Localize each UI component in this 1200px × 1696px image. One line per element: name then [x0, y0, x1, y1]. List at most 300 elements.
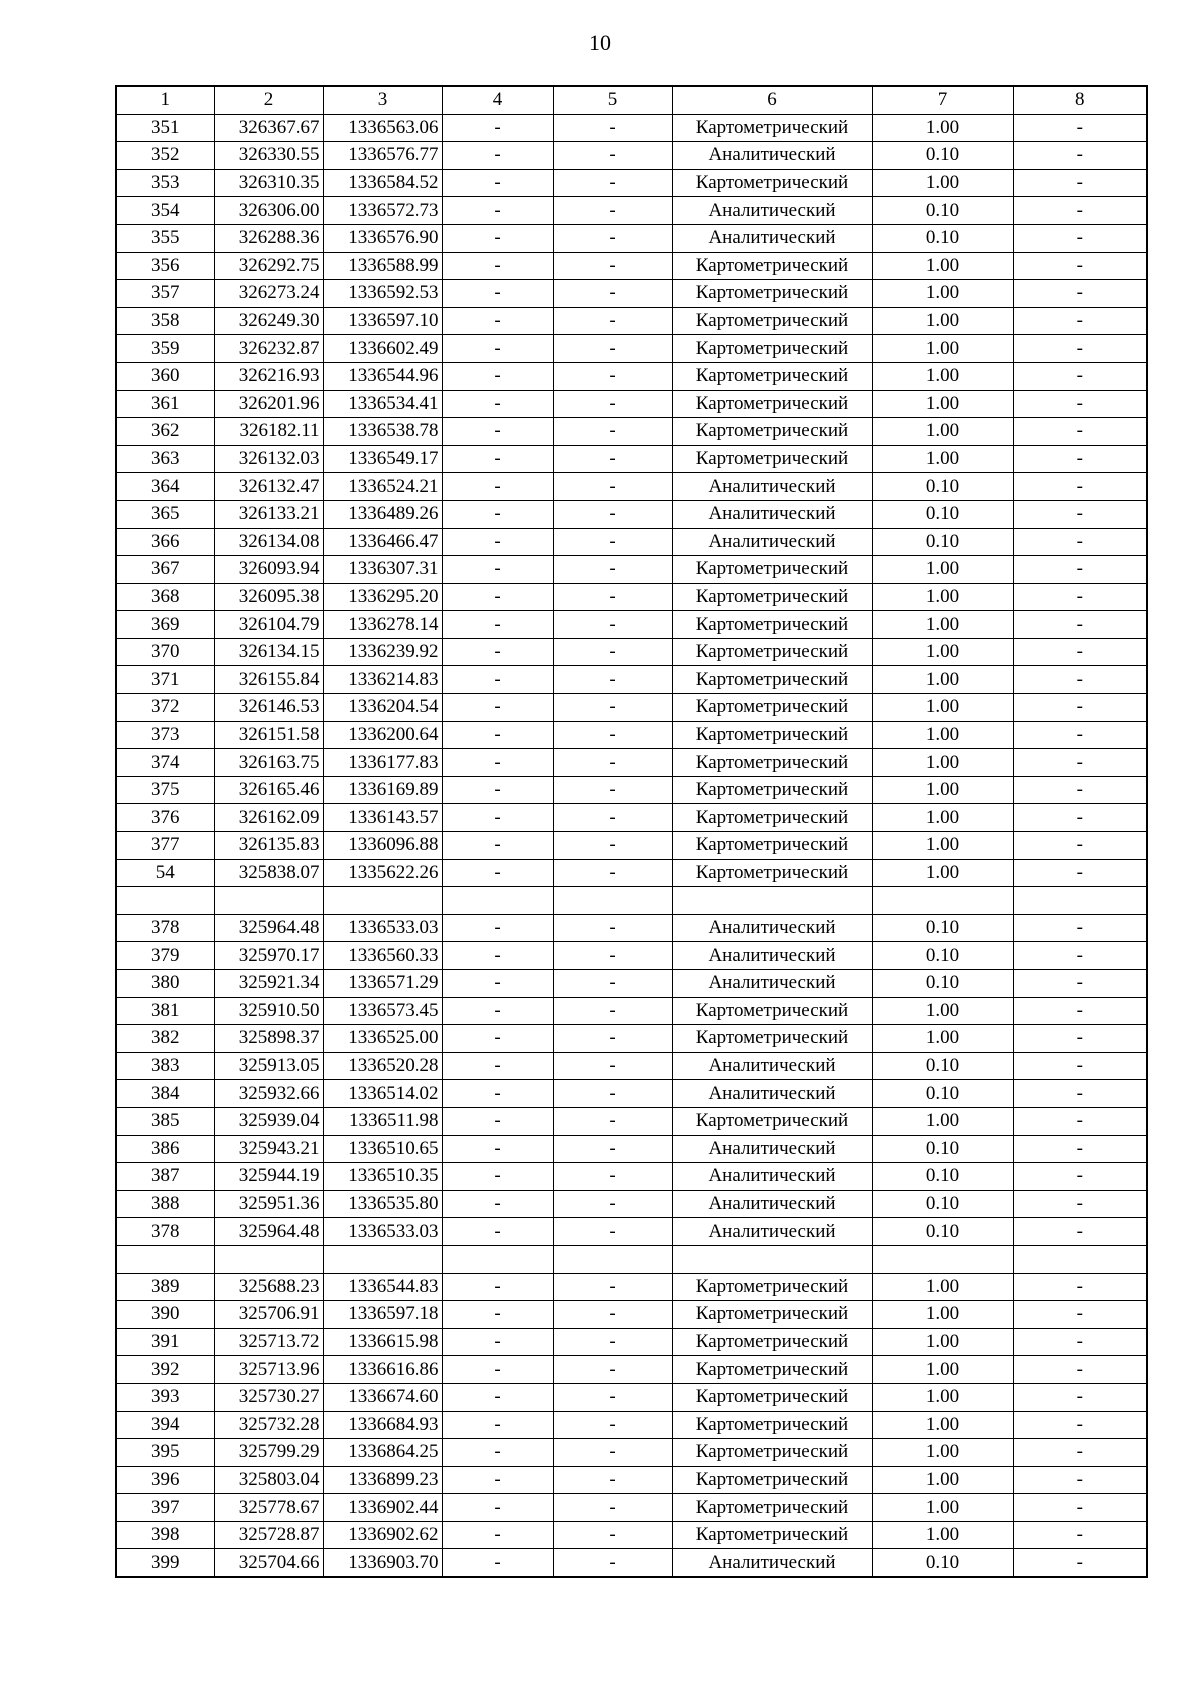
coord-y-cell: 1336549.17 [323, 445, 442, 473]
accuracy-cell: 1.00 [872, 1301, 1013, 1329]
method-cell: Картометрический [672, 997, 872, 1025]
table-row [116, 445, 1147, 473]
table-row [116, 418, 1147, 446]
table-row [116, 1080, 1147, 1108]
header-row [116, 86, 1147, 114]
table-row [116, 1328, 1147, 1356]
col4-cell: - [442, 528, 553, 556]
coord-x-cell: 325964.48 [214, 1218, 323, 1246]
col4-cell: - [442, 1163, 553, 1191]
table-row [116, 694, 1147, 722]
accuracy-cell: 0.10 [872, 914, 1013, 942]
table-row [116, 1025, 1147, 1053]
accuracy-cell: 0.10 [872, 1135, 1013, 1163]
point-number-cell: 353 [116, 169, 214, 197]
col4-cell: - [442, 1328, 553, 1356]
col4-cell: - [442, 224, 553, 252]
point-number-cell: 362 [116, 418, 214, 446]
coord-y-cell: 1336534.41 [323, 390, 442, 418]
table-row [116, 528, 1147, 556]
col8-cell: - [1013, 583, 1147, 611]
accuracy-cell: 1.00 [872, 1411, 1013, 1439]
col8-cell: - [1013, 1025, 1147, 1053]
accuracy-cell: 0.10 [872, 1218, 1013, 1246]
accuracy-cell: 1.00 [872, 749, 1013, 777]
coord-x-cell: 326288.36 [214, 224, 323, 252]
col5-cell: - [553, 556, 672, 584]
accuracy-cell: 1.00 [872, 1383, 1013, 1411]
method-cell: Картометрический [672, 556, 872, 584]
coord-y-cell: 1336902.44 [323, 1494, 442, 1522]
method-cell: Картометрический [672, 445, 872, 473]
col8-cell: - [1013, 721, 1147, 749]
point-number-cell: 365 [116, 500, 214, 528]
coord-x-cell: 326104.79 [214, 611, 323, 639]
table-row [116, 1411, 1147, 1439]
header-cell: 8 [1013, 86, 1147, 114]
col8-cell: - [1013, 1080, 1147, 1108]
coord-x-cell: 326134.15 [214, 638, 323, 666]
col5-cell: - [553, 666, 672, 694]
point-number-cell: 398 [116, 1521, 214, 1549]
col4-cell: - [442, 1466, 553, 1494]
coord-y-cell: 1336510.35 [323, 1163, 442, 1191]
table-row [116, 142, 1147, 170]
point-number-cell: 394 [116, 1411, 214, 1439]
accuracy-cell: 1.00 [872, 1273, 1013, 1301]
col4-cell: - [442, 1411, 553, 1439]
coord-y-cell: 1336615.98 [323, 1328, 442, 1356]
coord-y-cell: 1336588.99 [323, 252, 442, 280]
coord-x-cell: 326151.58 [214, 721, 323, 749]
col4-cell: - [442, 694, 553, 722]
col4-cell: - [442, 169, 553, 197]
coord-y-cell: 1335622.26 [323, 859, 442, 887]
method-cell: Картометрический [672, 1273, 872, 1301]
col8-cell: - [1013, 914, 1147, 942]
point-number-cell: 377 [116, 832, 214, 860]
col5-cell: - [553, 859, 672, 887]
table-row [116, 252, 1147, 280]
table-row [116, 611, 1147, 639]
coord-y-cell: 1336533.03 [323, 1218, 442, 1246]
col4-cell: - [442, 1521, 553, 1549]
accuracy-cell: 0.10 [872, 528, 1013, 556]
coord-y-cell: 1336602.49 [323, 335, 442, 363]
table-row [116, 914, 1147, 942]
table-row [116, 280, 1147, 308]
table-row [116, 1190, 1147, 1218]
accuracy-cell: 1.00 [872, 804, 1013, 832]
coord-y-cell: 1336538.78 [323, 418, 442, 446]
col5-cell: - [553, 1494, 672, 1522]
table-spacer-row [116, 887, 1147, 915]
coord-x-cell: 325910.50 [214, 997, 323, 1025]
col8-cell: - [1013, 473, 1147, 501]
coord-x-cell: 326367.67 [214, 114, 323, 142]
coord-y-cell: 1336597.18 [323, 1301, 442, 1329]
col8-cell: - [1013, 1107, 1147, 1135]
col5-cell: - [553, 1080, 672, 1108]
col5-cell: - [553, 1301, 672, 1329]
accuracy-cell: 1.00 [872, 859, 1013, 887]
method-cell: Картометрический [672, 1025, 872, 1053]
accuracy-cell: 1.00 [872, 721, 1013, 749]
table-row [116, 1135, 1147, 1163]
col5-cell: - [553, 1273, 672, 1301]
method-cell: Картометрический [672, 859, 872, 887]
header-cell: 6 [672, 86, 872, 114]
col5-cell: - [553, 1218, 672, 1246]
table-row [116, 197, 1147, 225]
point-number-cell [116, 1245, 214, 1273]
method-cell: Аналитический [672, 914, 872, 942]
col4-cell: - [442, 1190, 553, 1218]
point-number-cell: 375 [116, 776, 214, 804]
point-number-cell: 376 [116, 804, 214, 832]
col5-cell: - [553, 749, 672, 777]
coord-x-cell: 325970.17 [214, 942, 323, 970]
coord-y-cell: 1336903.70 [323, 1549, 442, 1577]
col4-cell: - [442, 280, 553, 308]
coord-x-cell: 326146.53 [214, 694, 323, 722]
coord-y-cell: 1336902.62 [323, 1521, 442, 1549]
col5-cell: - [553, 942, 672, 970]
method-cell: Аналитический [672, 1549, 872, 1577]
table-row [116, 942, 1147, 970]
method-cell: Картометрический [672, 1439, 872, 1467]
table-row [116, 970, 1147, 998]
coord-y-cell: 1336466.47 [323, 528, 442, 556]
col4-cell: - [442, 749, 553, 777]
method-cell: Картометрический [672, 1521, 872, 1549]
table-row [116, 114, 1147, 142]
col5-cell: - [553, 335, 672, 363]
table-row [116, 390, 1147, 418]
col4-cell: - [442, 997, 553, 1025]
point-number-cell: 363 [116, 445, 214, 473]
table-row [116, 169, 1147, 197]
col4-cell: - [442, 638, 553, 666]
col5-cell: - [553, 970, 672, 998]
point-number-cell: 393 [116, 1383, 214, 1411]
coord-y-cell: 1336571.29 [323, 970, 442, 998]
coord-x-cell: 326216.93 [214, 362, 323, 390]
col5-cell: - [553, 445, 672, 473]
accuracy-cell: 1.00 [872, 1439, 1013, 1467]
col5-cell: - [553, 1107, 672, 1135]
coord-x-cell: 325943.21 [214, 1135, 323, 1163]
col5-cell: - [553, 611, 672, 639]
col4-cell: - [442, 1273, 553, 1301]
method-cell: Аналитический [672, 473, 872, 501]
method-cell: Картометрический [672, 362, 872, 390]
coord-y-cell: 1336524.21 [323, 473, 442, 501]
accuracy-cell: 1.00 [872, 307, 1013, 335]
method-cell: Аналитический [672, 1163, 872, 1191]
method-cell: Картометрический [672, 638, 872, 666]
col8-cell: - [1013, 1439, 1147, 1467]
point-number-cell: 370 [116, 638, 214, 666]
point-number-cell: 378 [116, 914, 214, 942]
coord-y-cell: 1336520.28 [323, 1052, 442, 1080]
accuracy-cell: 1.00 [872, 638, 1013, 666]
coord-y-cell: 1336584.52 [323, 169, 442, 197]
accuracy-cell: 1.00 [872, 390, 1013, 418]
col5-cell: - [553, 1190, 672, 1218]
method-cell: Картометрический [672, 1466, 872, 1494]
coord-y-cell: 1336592.53 [323, 280, 442, 308]
coord-y-cell: 1336535.80 [323, 1190, 442, 1218]
point-number-cell: 355 [116, 224, 214, 252]
coord-x-cell: 325713.96 [214, 1356, 323, 1384]
coord-x-cell: 326093.94 [214, 556, 323, 584]
point-number-cell: 374 [116, 749, 214, 777]
page-number: 10 [589, 30, 611, 55]
point-number-cell: 367 [116, 556, 214, 584]
coord-x-cell: 326134.08 [214, 528, 323, 556]
table-row [116, 1052, 1147, 1080]
coord-y-cell: 1336533.03 [323, 914, 442, 942]
col8-cell: - [1013, 556, 1147, 584]
coord-x-cell: 326330.55 [214, 142, 323, 170]
accuracy-cell: 1.00 [872, 1356, 1013, 1384]
coord-y-cell [323, 887, 442, 915]
method-cell: Аналитический [672, 970, 872, 998]
coord-x-cell: 325838.07 [214, 859, 323, 887]
col5-cell: - [553, 1025, 672, 1053]
accuracy-cell [872, 887, 1013, 915]
header-cell: 4 [442, 86, 553, 114]
col8-cell: - [1013, 280, 1147, 308]
coord-y-cell: 1336544.96 [323, 362, 442, 390]
method-cell: Картометрический [672, 390, 872, 418]
accuracy-cell: 1.00 [872, 362, 1013, 390]
col5-cell: - [553, 252, 672, 280]
col8-cell: - [1013, 611, 1147, 639]
table-row [116, 804, 1147, 832]
coord-x-cell: 326163.75 [214, 749, 323, 777]
point-number-cell: 387 [116, 1163, 214, 1191]
accuracy-cell: 1.00 [872, 169, 1013, 197]
col8-cell: - [1013, 1301, 1147, 1329]
point-number-cell: 352 [116, 142, 214, 170]
accuracy-cell: 1.00 [872, 776, 1013, 804]
col4-cell: - [442, 1494, 553, 1522]
col4-cell: - [442, 1135, 553, 1163]
col5-cell: - [553, 804, 672, 832]
point-number-cell: 385 [116, 1107, 214, 1135]
point-number-cell: 356 [116, 252, 214, 280]
table-row [116, 859, 1147, 887]
col5-cell: - [553, 1052, 672, 1080]
method-cell: Аналитический [672, 197, 872, 225]
accuracy-cell: 0.10 [872, 197, 1013, 225]
coord-x-cell: 326273.24 [214, 280, 323, 308]
col8-cell: - [1013, 1052, 1147, 1080]
accuracy-cell: 1.00 [872, 114, 1013, 142]
coord-x-cell: 325939.04 [214, 1107, 323, 1135]
col4-cell: - [442, 1052, 553, 1080]
coord-y-cell: 1336597.10 [323, 307, 442, 335]
coord-x-cell: 325921.34 [214, 970, 323, 998]
col8-cell: - [1013, 1218, 1147, 1246]
accuracy-cell: 0.10 [872, 1163, 1013, 1191]
point-number-cell: 390 [116, 1301, 214, 1329]
col4-cell: - [442, 500, 553, 528]
col5-cell [553, 887, 672, 915]
coord-x-cell: 326135.83 [214, 832, 323, 860]
col8-cell: - [1013, 307, 1147, 335]
coord-y-cell: 1336239.92 [323, 638, 442, 666]
col5-cell [553, 1245, 672, 1273]
coord-y-cell: 1336525.00 [323, 1025, 442, 1053]
coord-y-cell: 1336214.83 [323, 666, 442, 694]
col4-cell: - [442, 445, 553, 473]
point-number-cell: 384 [116, 1080, 214, 1108]
col4-cell: - [442, 1218, 553, 1246]
accuracy-cell: 0.10 [872, 500, 1013, 528]
point-number-cell: 378 [116, 1218, 214, 1246]
point-number-cell: 359 [116, 335, 214, 363]
col8-cell: - [1013, 804, 1147, 832]
method-cell: Аналитический [672, 500, 872, 528]
accuracy-cell: 0.10 [872, 942, 1013, 970]
table-row [116, 1494, 1147, 1522]
coord-x-cell: 326133.21 [214, 500, 323, 528]
accuracy-cell: 1.00 [872, 556, 1013, 584]
point-number-cell: 396 [116, 1466, 214, 1494]
point-number-cell: 383 [116, 1052, 214, 1080]
point-number-cell: 389 [116, 1273, 214, 1301]
method-cell: Картометрический [672, 1383, 872, 1411]
point-number-cell: 368 [116, 583, 214, 611]
col5-cell: - [553, 721, 672, 749]
col4-cell: - [442, 252, 553, 280]
header-cell: 3 [323, 86, 442, 114]
table-row [116, 1439, 1147, 1467]
coord-y-cell: 1336489.26 [323, 500, 442, 528]
coord-y-cell: 1336514.02 [323, 1080, 442, 1108]
method-cell: Картометрический [672, 307, 872, 335]
coord-x-cell: 325728.87 [214, 1521, 323, 1549]
accuracy-cell: 0.10 [872, 1190, 1013, 1218]
method-cell: Картометрический [672, 1411, 872, 1439]
col4-cell: - [442, 142, 553, 170]
accuracy-cell: 1.00 [872, 1494, 1013, 1522]
point-number-cell: 366 [116, 528, 214, 556]
accuracy-cell: 1.00 [872, 252, 1013, 280]
method-cell: Аналитический [672, 1052, 872, 1080]
col5-cell: - [553, 500, 672, 528]
coord-x-cell: 325688.23 [214, 1273, 323, 1301]
col5-cell: - [553, 224, 672, 252]
col8-cell: - [1013, 749, 1147, 777]
table-row [116, 583, 1147, 611]
coord-y-cell: 1336899.23 [323, 1466, 442, 1494]
col8-cell: - [1013, 942, 1147, 970]
accuracy-cell: 1.00 [872, 418, 1013, 446]
col4-cell: - [442, 611, 553, 639]
method-cell: Аналитический [672, 528, 872, 556]
coord-x-cell: 326249.30 [214, 307, 323, 335]
coord-y-cell [323, 1245, 442, 1273]
method-cell: Картометрический [672, 583, 872, 611]
coord-y-cell: 1336169.89 [323, 776, 442, 804]
coord-y-cell: 1336204.54 [323, 694, 442, 722]
method-cell [672, 1245, 872, 1273]
col5-cell: - [553, 776, 672, 804]
coord-y-cell: 1336096.88 [323, 832, 442, 860]
col8-cell: - [1013, 1356, 1147, 1384]
point-number-cell: 388 [116, 1190, 214, 1218]
method-cell: Аналитический [672, 1080, 872, 1108]
point-number-cell: 361 [116, 390, 214, 418]
coord-x-cell: 326095.38 [214, 583, 323, 611]
accuracy-cell: 1.00 [872, 280, 1013, 308]
col4-cell: - [442, 942, 553, 970]
accuracy-cell: 1.00 [872, 1521, 1013, 1549]
header-cell: 7 [872, 86, 1013, 114]
col5-cell: - [553, 1439, 672, 1467]
coord-x-cell: 326182.11 [214, 418, 323, 446]
col5-cell: - [553, 997, 672, 1025]
point-number-cell: 360 [116, 362, 214, 390]
col8-cell: - [1013, 390, 1147, 418]
accuracy-cell: 0.10 [872, 473, 1013, 501]
coord-y-cell: 1336544.83 [323, 1273, 442, 1301]
coord-y-cell: 1336576.77 [323, 142, 442, 170]
col4-cell: - [442, 666, 553, 694]
col8-cell: - [1013, 1383, 1147, 1411]
point-number-cell: 369 [116, 611, 214, 639]
table-row [116, 1273, 1147, 1301]
col5-cell: - [553, 197, 672, 225]
col8-cell: - [1013, 1466, 1147, 1494]
method-cell: Картометрический [672, 1328, 872, 1356]
table-row [116, 335, 1147, 363]
method-cell: Аналитический [672, 142, 872, 170]
col8-cell: - [1013, 335, 1147, 363]
coord-x-cell: 325706.91 [214, 1301, 323, 1329]
col8-cell: - [1013, 142, 1147, 170]
col8-cell: - [1013, 1494, 1147, 1522]
header-cell: 5 [553, 86, 672, 114]
coord-x-cell: 325913.05 [214, 1052, 323, 1080]
header-cell: 2 [214, 86, 323, 114]
table-row [116, 1549, 1147, 1577]
col5-cell: - [553, 418, 672, 446]
accuracy-cell: 0.10 [872, 1052, 1013, 1080]
col4-cell: - [442, 1080, 553, 1108]
table-body [116, 114, 1147, 1577]
col8-cell: - [1013, 859, 1147, 887]
coord-y-cell: 1336684.93 [323, 1411, 442, 1439]
point-number-cell: 395 [116, 1439, 214, 1467]
table-row [116, 1301, 1147, 1329]
col4-cell [442, 1245, 553, 1273]
col5-cell: - [553, 1135, 672, 1163]
coord-x-cell: 326155.84 [214, 666, 323, 694]
accuracy-cell: 1.00 [872, 583, 1013, 611]
col4-cell: - [442, 583, 553, 611]
col4-cell: - [442, 1383, 553, 1411]
coord-x-cell: 325704.66 [214, 1549, 323, 1577]
method-cell: Аналитический [672, 1218, 872, 1246]
col4-cell: - [442, 556, 553, 584]
table-row [116, 1163, 1147, 1191]
col8-cell: - [1013, 694, 1147, 722]
